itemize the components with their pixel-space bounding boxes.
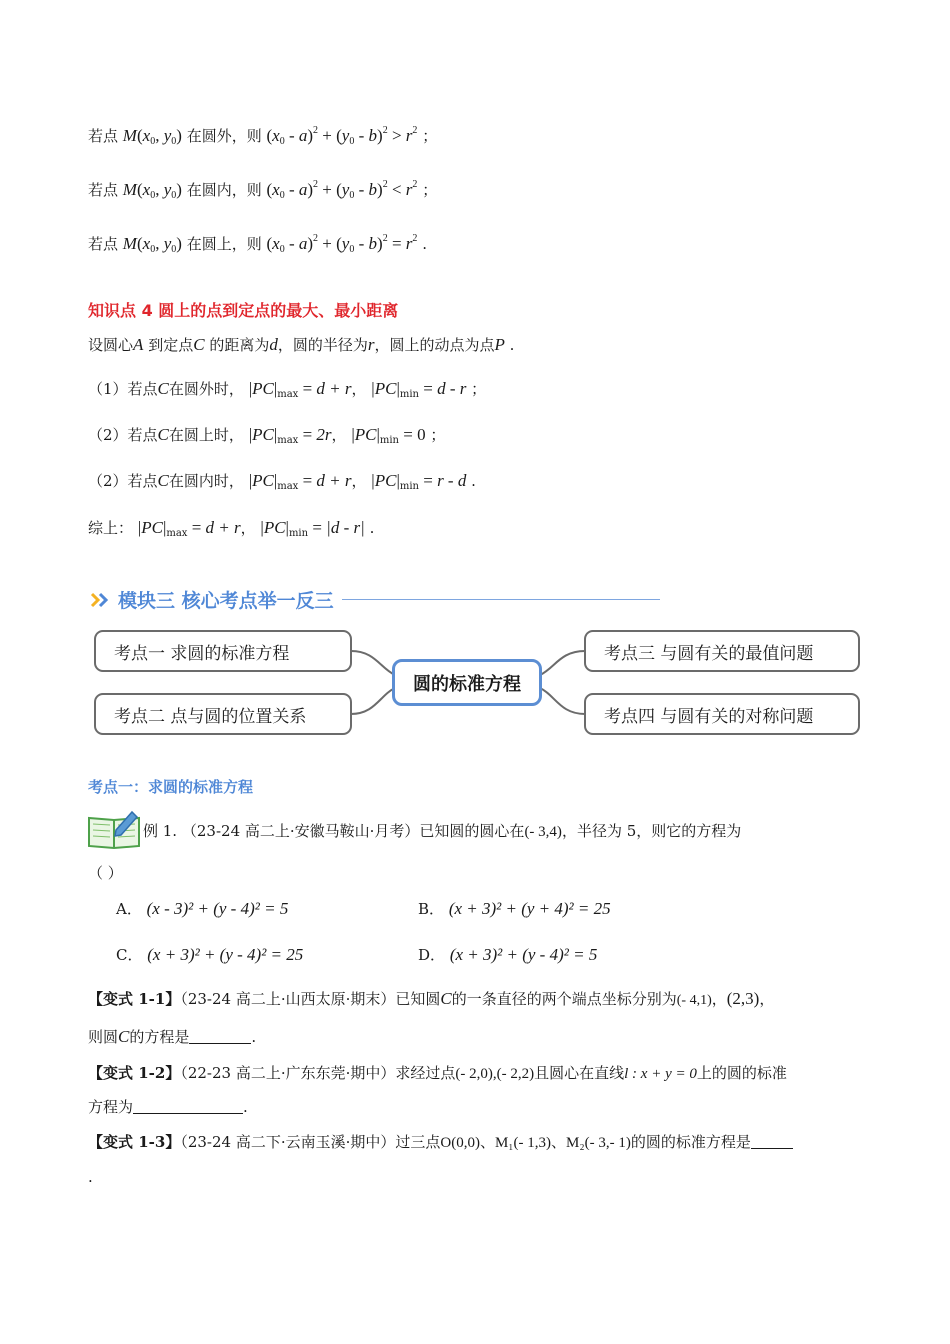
example1-paren: （ ） [88, 864, 123, 882]
knowledge4-heading: 知识点 4 圆上的点到定点的最大、最小距离 [88, 301, 399, 320]
text: 在圆内，则 [186, 181, 262, 199]
variant-1-2 [88, 1062, 787, 1085]
topic-label: 考点四 与圆有关的对称问题 [604, 706, 814, 727]
answer-blank[interactable] [751, 1133, 793, 1149]
var-PC: PC [141, 518, 163, 537]
min-value: 0 [417, 425, 426, 444]
var-PC: PC [374, 471, 397, 490]
var-P: P [494, 335, 505, 354]
variant-tag: 【变式 1-3】 [88, 1133, 181, 1151]
max-value: d + r [316, 471, 352, 490]
var-PC: PC [252, 379, 274, 398]
text: 在圆外时， [168, 380, 244, 398]
text: 则圆 [88, 1028, 119, 1046]
text: . [509, 336, 515, 354]
text: 且圆心在直线 [534, 1064, 625, 1082]
text: 的距离为 [209, 336, 270, 354]
option-b[interactable] [418, 898, 611, 920]
option-equation: (x - 3)² + (y - 4)² = 5 [146, 899, 289, 918]
text: 的圆的标准方程是 [630, 1133, 751, 1151]
text: ； [422, 181, 438, 199]
text: （23-24 高二上·安徽马鞍山·月考）已知圆的圆心在 [181, 822, 525, 840]
sub-min: min [379, 435, 399, 446]
text: 在圆上，则 [186, 235, 262, 253]
topic-label: 考点二 点与圆的位置关系 [114, 706, 307, 727]
module3-title [90, 586, 660, 613]
sub-min: min [399, 389, 419, 400]
answer-blank[interactable] [189, 1028, 251, 1044]
max-value: d + r [316, 379, 352, 398]
option-equation: (x + 3)² + (y - 4)² = 25 [147, 945, 304, 964]
option-d[interactable] [418, 944, 597, 966]
var-C: C [157, 379, 169, 398]
text: . [251, 1028, 257, 1046]
point-label: M [122, 180, 137, 199]
option-equation: (x + 3)² + (y + 4)² = 25 [448, 899, 611, 918]
variant-1-3 [88, 1131, 793, 1154]
var-C: C [440, 989, 452, 1008]
sub-max: max [166, 528, 188, 539]
case-on: （2）若点C在圆上时， $|PC|_{max} = 2r$， $|PC|_{min} = 0$ ； [88, 425, 446, 446]
endpoint-1: (- 4,1) [676, 993, 712, 1008]
variant-1-1-cont [88, 1026, 256, 1048]
var-PC: PC [374, 379, 397, 398]
option-a[interactable] [116, 898, 288, 920]
text: ， [711, 990, 727, 1008]
variant-1-3-cont [88, 1166, 93, 1188]
double-chevron-icon [90, 592, 112, 608]
sub-max: max [277, 435, 299, 446]
variant-1-2-cont [88, 1096, 248, 1118]
text: 若点 [88, 181, 119, 199]
var-A: A [133, 335, 144, 354]
center-label: 圆的标准方程 [413, 673, 521, 695]
text: ， [759, 990, 775, 1008]
text: （2）若点 [88, 426, 158, 444]
text: ，圆上的动点为点 [374, 336, 495, 354]
text: （2）若点 [88, 472, 158, 490]
min-value: |d - r| [326, 518, 365, 537]
rule-on: 若点 $M(x_0$, $y_0$) 在圆上，则 $(x_0 - a)^2 + (y_0 - b)^2 = r^2$ . [88, 233, 427, 255]
var-C: C [193, 335, 205, 354]
var-C: C [118, 1027, 130, 1046]
point-label: M [122, 234, 137, 253]
rule-outside: 若点 $M(x_0$, $y_0$) 在圆外，则 $(x_0 - a)^2 + (y_0 - b)^2 > r^2$ ； [88, 125, 438, 147]
min-value: r - d [437, 471, 467, 490]
case-outside: （1）若点C在圆外时， $|PC|_{max} = d + r$， $|PC|_{min} = d - r$ ； [88, 379, 487, 400]
min-value: d - r [437, 379, 467, 398]
topic1-heading: 考点一：求圆的标准方程 [88, 778, 254, 796]
text: 方程为 [88, 1098, 134, 1116]
text: ，圆的半径为 [277, 336, 368, 354]
text: ； [430, 426, 446, 444]
text: （1）若点 [88, 380, 158, 398]
topic-label: 考点一 求圆的标准方程 [114, 643, 290, 664]
variant-tag: 【变式 1-2】 [88, 1064, 181, 1082]
rule-inside: 若点 $M(x_0$, $y_0$) 在圆内，则 $(x_0 - a)^2 + (y_0 - b)^2 < r^2$ ； [88, 179, 438, 201]
given-line: l : x + y = 0 [624, 1066, 697, 1082]
var-d: d [269, 335, 278, 354]
relation: < [391, 180, 402, 199]
text: 的一条直径的两个端点坐标分别为 [451, 990, 677, 1008]
text: ，半径为 5，则它的方程为 [561, 822, 742, 840]
sub-min: min [288, 528, 309, 539]
text: 上的圆的标准 [696, 1064, 787, 1082]
knowledge4-intro [88, 334, 514, 356]
var-PC: PC [263, 518, 286, 537]
point-label: M [122, 126, 137, 145]
option-equation: (x + 3)² + (y - 4)² = 5 [449, 945, 598, 964]
text: 到定点 [148, 336, 194, 354]
topic-label: 考点三 与圆有关的最值问题 [604, 643, 814, 664]
text: （23-24 高二下·云南玉溪·期中）过三点 [180, 1133, 441, 1151]
answer-blank[interactable] [133, 1098, 243, 1114]
var-C: C [157, 425, 169, 444]
topic-box-1 [94, 630, 352, 672]
option-letter: C． [116, 946, 143, 964]
text: 的方程是 [129, 1028, 190, 1046]
text: . [88, 1168, 93, 1186]
center-coord: (- 3,4) [524, 824, 562, 840]
topic-box-4 [584, 693, 860, 735]
text: 在圆外，则 [186, 127, 262, 145]
text: 设圆心 [88, 336, 134, 354]
endpoint-2: (2,3) [726, 989, 760, 1008]
option-c[interactable] [116, 944, 303, 966]
text: 在圆内时， [168, 472, 244, 490]
sub-max: max [277, 481, 299, 492]
text: . [243, 1098, 248, 1116]
max-value: 2r [316, 425, 332, 444]
max-value: d + r [205, 518, 241, 537]
text: ； [471, 380, 487, 398]
example1 [143, 820, 741, 843]
book-pencil-icon [86, 808, 142, 850]
variant-1-1 [88, 988, 774, 1012]
text: . [369, 519, 375, 537]
relation: > [391, 126, 402, 145]
text: . [422, 235, 427, 253]
summary: 综上： $|PC|_{max} = d + r$， $|PC|_{min} = |d - r|$ . [88, 518, 375, 539]
text: 若点 [88, 235, 119, 253]
text: ； [422, 127, 438, 145]
sub-min: min [399, 481, 419, 492]
text: （22-23 高二上·广东东莞·期中）求经过点 [180, 1064, 456, 1082]
title-rule [342, 599, 660, 600]
option-letter: B． [418, 900, 445, 918]
text: 在圆上时， [168, 426, 244, 444]
given-points: (- 2,0),(- 2,2) [455, 1066, 535, 1082]
option-letter: A． [116, 900, 142, 918]
topic-box-3 [584, 630, 860, 672]
text: . [471, 472, 476, 490]
option-letter: D． [418, 946, 446, 964]
text: 综上： [88, 519, 134, 537]
var-r: r [367, 335, 375, 354]
example-label: 例 1. [143, 822, 178, 840]
relation: = [391, 234, 402, 253]
sub-max: max [277, 389, 299, 400]
var-PC: PC [252, 425, 274, 444]
var-PC: PC [354, 425, 377, 444]
text: （23-24 高二上·山西太原·期末）已知圆 [180, 990, 441, 1008]
var-PC: PC [252, 471, 274, 490]
case-inside: （2）若点C在圆内时， $|PC|_{max} = d + r$， $|PC|_{min} = r - d$ . [88, 471, 476, 492]
variant-tag: 【变式 1-1】 [88, 990, 181, 1008]
center-node [392, 659, 542, 706]
given-points: O(0,0)、M₁(- 1,3)、M₂(- 3,- 1) [440, 1135, 631, 1151]
var-C: C [157, 471, 169, 490]
topic-box-2 [94, 693, 352, 735]
text: 若点 [88, 127, 119, 145]
module3-title-text: 模块三 核心考点举一反三 [118, 590, 334, 612]
